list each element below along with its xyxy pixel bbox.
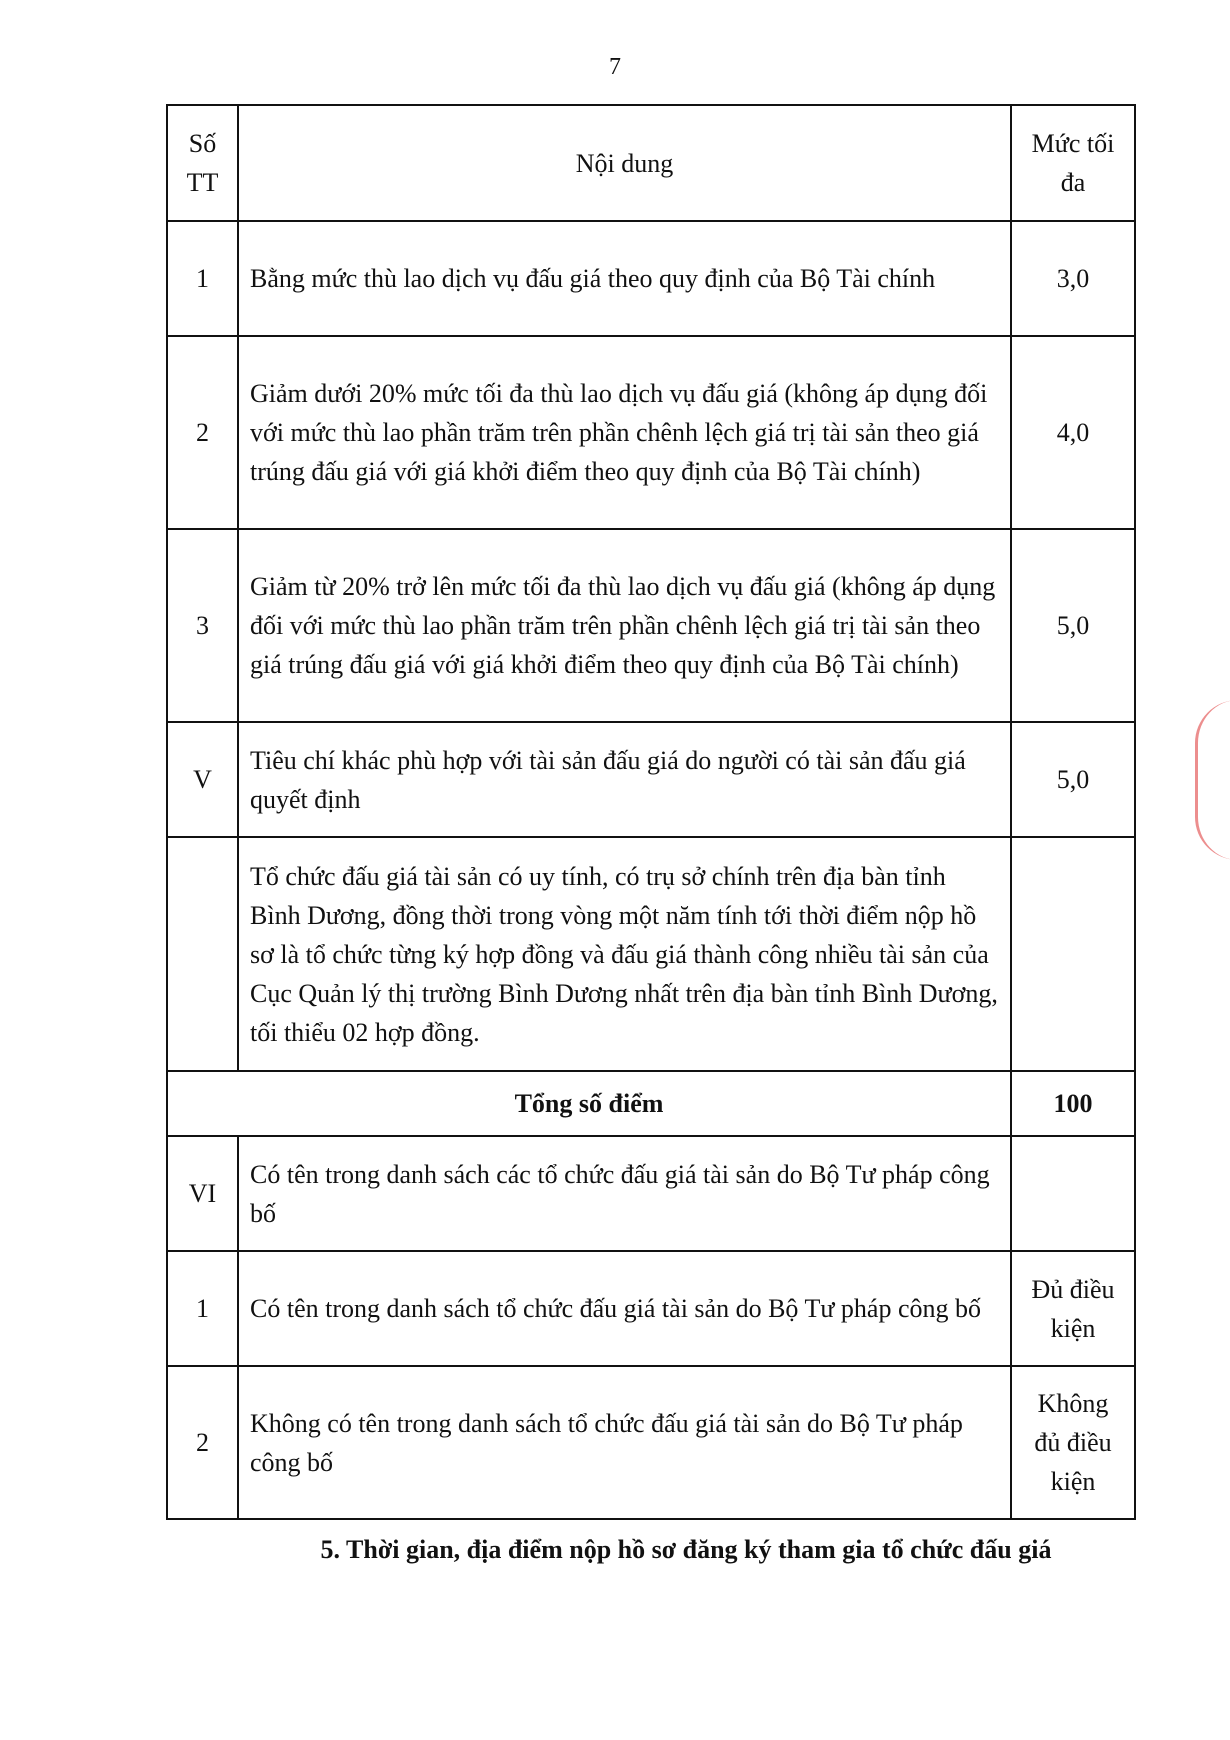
red-stamp-mark	[1195, 700, 1230, 860]
row-content: Giảm dưới 20% mức tối đa thù lao dịch vụ đấu giá (không áp dụng đối với mức thù lao phần trăm trên phần chênh lệch giá trị tài sản theo giá trúng đấu giá với giá khởi điểm theo quy định của Bộ Tài chính)	[238, 336, 1011, 529]
scoring-criteria-table	[166, 104, 1136, 1520]
table-row	[167, 722, 1135, 837]
row-max	[1011, 837, 1135, 1071]
total-label: Tổng số điểm	[167, 1071, 1011, 1136]
table-row	[167, 529, 1135, 722]
row-max: Đủ điều kiện	[1011, 1251, 1135, 1366]
row-no: 1	[167, 221, 238, 336]
row-content: Có tên trong danh sách tổ chức đấu giá tài sản do Bộ Tư pháp công bố	[238, 1251, 1011, 1366]
header-max: Mức tối đa	[1011, 105, 1135, 221]
row-no: 2	[167, 1366, 238, 1519]
table-row	[167, 1366, 1135, 1519]
row-content: Không có tên trong danh sách tổ chức đấu giá tài sản do Bộ Tư pháp công bố	[238, 1366, 1011, 1519]
row-no	[167, 837, 238, 1071]
row-max: 4,0	[1011, 336, 1135, 529]
row-content: Tổ chức đấu giá tài sản có uy tính, có trụ sở chính trên địa bàn tỉnh Bình Dương, đồng thời trong vòng một năm tính tới thời điểm nộp hồ sơ là tổ chức từng ký hợp đồng và đấu giá thành công nhiều tài sản của Cục Quản lý thị trường Bình Dương nhất trên địa bàn tỉnh Bình Dương, tối thiểu 02 hợp đồng.	[238, 837, 1011, 1071]
table-row	[167, 1251, 1135, 1366]
row-max: Không đủ điều kiện	[1011, 1366, 1135, 1519]
section-heading: 5. Thời gian, địa điểm nộp hồ sơ đăng ký tham gia tổ chức đấu giá	[320, 1535, 1052, 1564]
row-no: 2	[167, 336, 238, 529]
table-row	[167, 1136, 1135, 1251]
row-no: 3	[167, 529, 238, 722]
row-content: Có tên trong danh sách các tổ chức đấu giá tài sản do Bộ Tư pháp công bố	[238, 1136, 1011, 1251]
row-content: Bằng mức thù lao dịch vụ đấu giá theo quy định của Bộ Tài chính	[238, 221, 1011, 336]
header-content: Nội dung	[238, 105, 1011, 221]
table-row	[167, 336, 1135, 529]
table-row	[167, 221, 1135, 336]
row-no: VI	[167, 1136, 238, 1251]
row-content: Giảm từ 20% trở lên mức tối đa thù lao dịch vụ đấu giá (không áp dụng đối với mức thù lao phần trăm trên phần chênh lệch giá trị tài sản theo giá trúng đấu giá với giá khởi điểm theo quy định của Bộ Tài chính)	[238, 529, 1011, 722]
header-no: Số TT	[167, 105, 238, 221]
total-row	[167, 1071, 1135, 1136]
total-value: 100	[1011, 1071, 1135, 1136]
row-no: V	[167, 722, 238, 837]
row-max: 5,0	[1011, 529, 1135, 722]
table-header-row	[167, 105, 1135, 221]
row-no: 1	[167, 1251, 238, 1366]
row-content: Tiêu chí khác phù hợp với tài sản đấu giá do người có tài sản đấu giá quyết định	[238, 722, 1011, 837]
row-max: 5,0	[1011, 722, 1135, 837]
table-row	[167, 837, 1135, 1071]
page-number: 7	[609, 54, 621, 80]
row-max	[1011, 1136, 1135, 1251]
row-max: 3,0	[1011, 221, 1135, 336]
